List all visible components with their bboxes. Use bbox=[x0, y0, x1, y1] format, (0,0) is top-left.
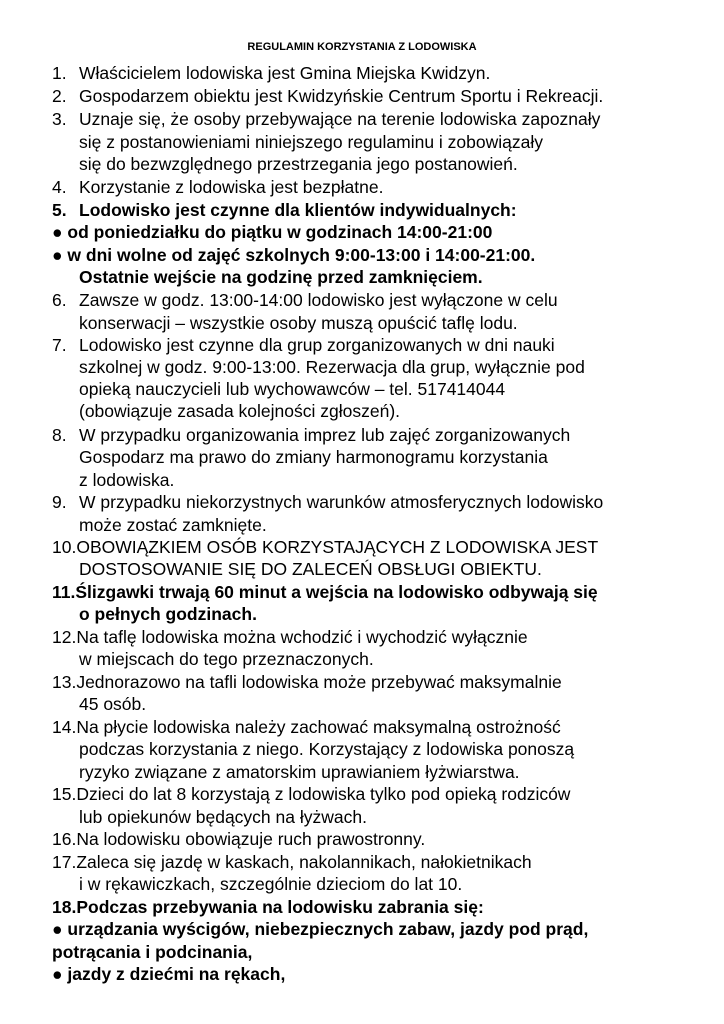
list-item-continuation: (obowiązuje zasada kolejności zgłoszeń). bbox=[79, 401, 401, 421]
list-item bbox=[52, 491, 603, 513]
list-item bbox=[52, 716, 561, 738]
list-item-continuation: DOSTOSOWANIE SIĘ DO ZALECEŃ OBSŁUGI OBIEKTU. bbox=[79, 559, 542, 579]
list-item bbox=[52, 108, 600, 130]
item-number: 8. bbox=[52, 425, 67, 445]
list-item bbox=[52, 626, 528, 648]
item-text: Uznaje się, że osoby przebywające na terenie lodowiska zapoznały bbox=[79, 109, 601, 129]
list-item bbox=[52, 783, 570, 805]
list-item-continuation: Gospodarz ma prawo do zmiany harmonogramu korzystania bbox=[79, 447, 548, 467]
item-number: 1. bbox=[52, 63, 67, 83]
list-item-continuation: i w rękawiczkach, szczególnie dzieciom do lat 10. bbox=[79, 874, 463, 894]
bullet-item: ● urządzania wyścigów, niebezpiecznych zabaw, jazdy pod prąd, bbox=[52, 919, 589, 939]
item-number: 10. bbox=[52, 537, 77, 557]
item-text: Zawsze w godz. 13:00-14:00 lodowisko jest wyłączone w celu bbox=[79, 290, 558, 310]
list-item bbox=[52, 289, 558, 311]
list-item-continuation: szkolnej w godz. 9:00-13:00. Rezerwacja dla grup, wyłącznie pod bbox=[79, 357, 585, 377]
item-text: Lodowisko jest czynne dla klientów indywidualnych: bbox=[79, 200, 517, 220]
item-text: Jednorazowo na tafli lodowiska może przebywać maksymalnie bbox=[76, 672, 562, 692]
item-text: Zaleca się jazdę w kaskach, nakolannikach, nałokietnikach bbox=[76, 852, 532, 872]
item-number: 15. bbox=[52, 784, 77, 804]
item-text: Właścicielem lodowiska jest Gmina Miejska Kwidzyn. bbox=[79, 63, 491, 83]
list-item bbox=[52, 671, 562, 693]
item-number: 18. bbox=[52, 897, 77, 917]
item-number: 14. bbox=[52, 717, 77, 737]
list-item bbox=[52, 536, 598, 558]
item-text: Ślizgawki trwają 60 minut a wejścia na lodowisko odbywają się bbox=[75, 582, 598, 602]
list-item-continuation: podczas korzystania z niego. Korzystający z lodowiska ponoszą bbox=[79, 739, 575, 759]
bullet-item: ● od poniedziałku do piątku w godzinach 14:00-21:00 bbox=[52, 222, 493, 242]
list-item bbox=[52, 828, 425, 850]
list-item-continuation: Ostatnie wejście na godzinę przed zamknięciem. bbox=[79, 267, 483, 287]
item-number: 16. bbox=[52, 829, 77, 849]
list-item bbox=[52, 896, 484, 918]
list-item-continuation: 45 osób. bbox=[79, 694, 147, 714]
page-title: REGULAMIN KORZYSTANIA Z LODOWISKA bbox=[247, 41, 477, 53]
item-text: W przypadku organizowania imprez lub zajęć zorganizowanych bbox=[79, 425, 571, 445]
item-text: Dzieci do lat 8 korzystają z lodowiska tylko pod opieką rodziców bbox=[76, 784, 571, 804]
item-number: 2. bbox=[52, 86, 67, 106]
item-number: 11. bbox=[52, 582, 76, 602]
bullet-item: ● jazdy z dziećmi na rękach, bbox=[52, 964, 286, 984]
list-item-continuation: się z postanowieniami niniejszego regulaminu i zobowiązały bbox=[79, 132, 543, 152]
item-number: 17. bbox=[52, 852, 77, 872]
item-text: Na taflę lodowiska można wchodzić i wychodzić wyłącznie bbox=[76, 627, 528, 647]
list-item bbox=[52, 176, 383, 198]
item-text: Podczas przebywania na lodowisku zabrania się: bbox=[76, 897, 484, 917]
list-item bbox=[52, 62, 490, 84]
item-number: 6. bbox=[52, 290, 67, 310]
item-number: 4. bbox=[52, 177, 67, 197]
item-text: OBOWIĄZKIEM OSÓB KORZYSTAJĄCYCH Z LODOWISKA JEST bbox=[76, 537, 599, 557]
list-item bbox=[52, 85, 603, 107]
item-text: W przypadku niekorzystnych warunków atmosferycznych lodowisko bbox=[79, 492, 604, 512]
list-item-continuation: o pełnych godzinach. bbox=[79, 604, 257, 624]
list-item bbox=[52, 424, 570, 446]
list-item-continuation: się do bezwzględnego przestrzegania jego postanowień. bbox=[79, 154, 518, 174]
list-item-continuation: konserwacji – wszystkie osoby muszą opuścić taflę lodu. bbox=[79, 313, 518, 333]
item-text: Korzystanie z lodowiska jest bezpłatne. bbox=[79, 177, 384, 197]
item-number: 13. bbox=[52, 672, 77, 692]
item-number: 5. bbox=[52, 200, 67, 220]
list-item-continuation: ryzyko związane z amatorskim uprawianiem łyżwiarstwa. bbox=[79, 762, 520, 782]
list-item bbox=[52, 199, 517, 221]
item-text: Gospodarzem obiektu jest Kwidzyńskie Centrum Sportu i Rekreacji. bbox=[79, 86, 604, 106]
list-item bbox=[52, 334, 555, 356]
item-text: Na płycie lodowiska należy zachować maksymalną ostrożność bbox=[76, 717, 561, 737]
bullet-item-continuation: potrącania i podcinania, bbox=[52, 942, 253, 962]
list-item-continuation: opieką nauczycieli lub wychowawców – tel. 517414044 bbox=[79, 379, 506, 399]
item-number: 7. bbox=[52, 335, 67, 355]
item-number: 3. bbox=[52, 109, 67, 129]
list-item-continuation: w miejscach do tego przeznaczonych. bbox=[79, 649, 374, 669]
item-number: 12. bbox=[52, 627, 77, 647]
list-item-continuation: może zostać zamknięte. bbox=[79, 515, 267, 535]
list-item-continuation: lub opiekunów będących na łyżwach. bbox=[79, 807, 367, 827]
bullet-item: ● w dni wolne od zajęć szkolnych 9:00-13:00 i 14:00-21:00. bbox=[52, 245, 536, 265]
item-text: Na lodowisku obowiązuje ruch prawostronny. bbox=[76, 829, 426, 849]
item-text: Lodowisko jest czynne dla grup zorganizowanych w dni nauki bbox=[79, 335, 555, 355]
item-number: 9. bbox=[52, 492, 67, 512]
list-item bbox=[52, 851, 532, 873]
list-item-continuation: z lodowiska. bbox=[79, 470, 175, 490]
list-item bbox=[52, 581, 598, 603]
